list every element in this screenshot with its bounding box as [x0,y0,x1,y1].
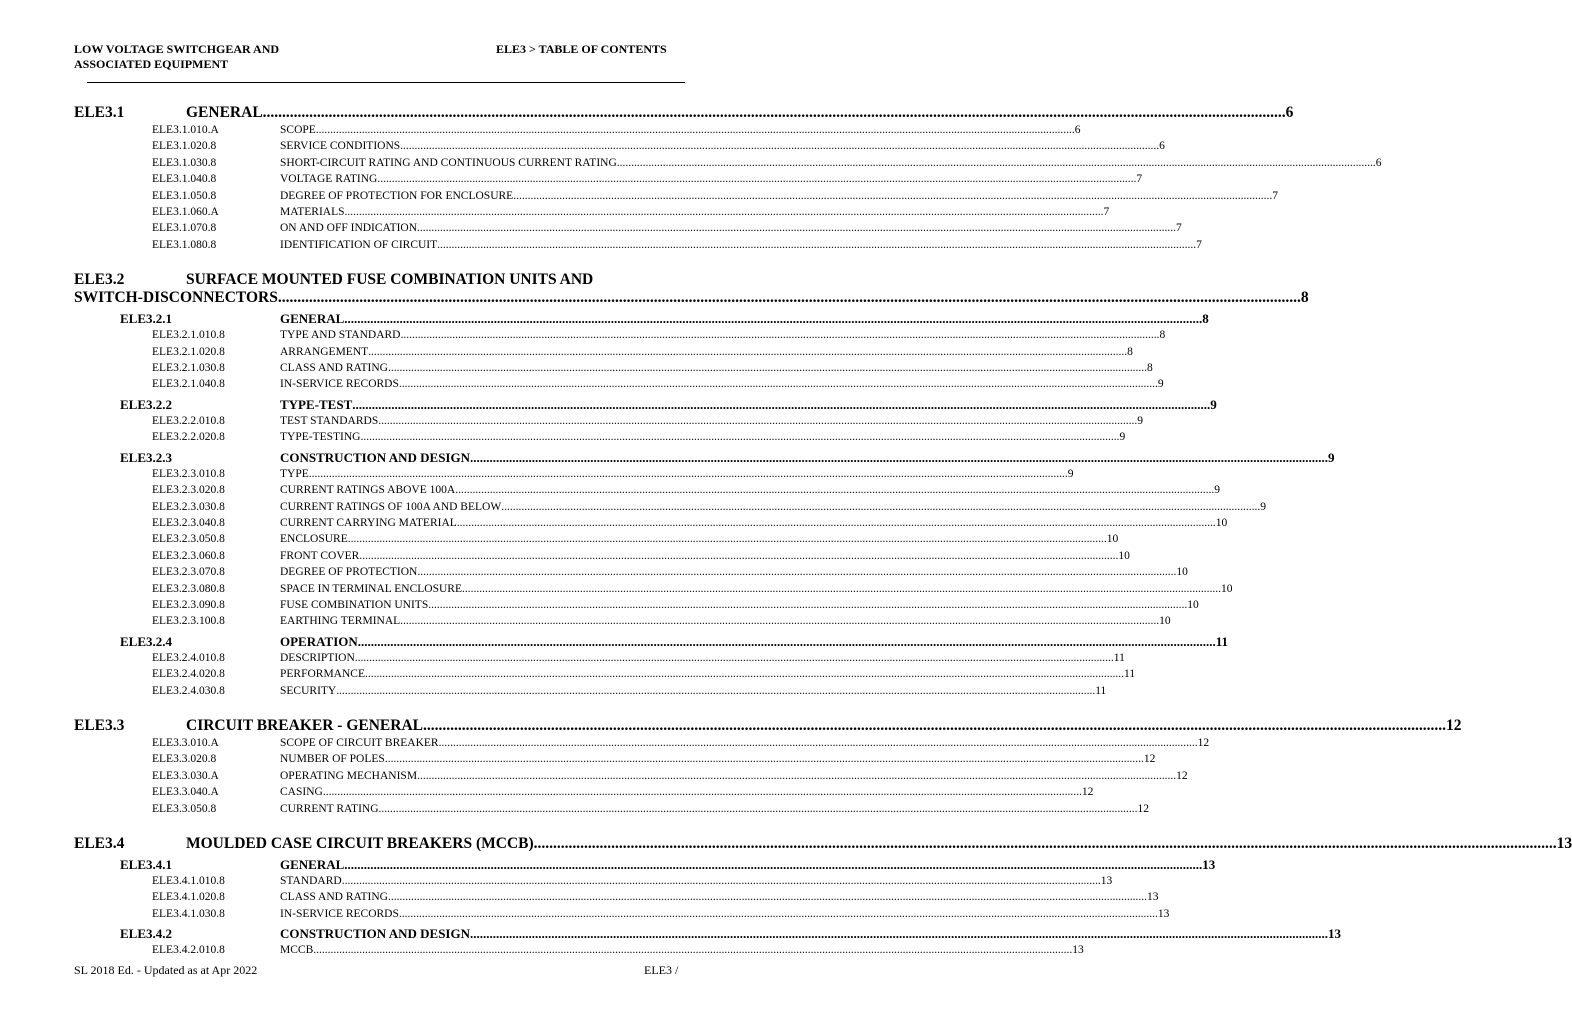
toc-entry[interactable] [74,942,1084,958]
toc-page: 10 [1106,533,1119,546]
toc-number: ELE3.2.1.010.8 [152,329,225,342]
toc-number: ELE3.3 [74,716,125,734]
header-rule [87,82,685,83]
table-of-contents [74,100,1572,959]
toc-title: CURRENT RATINGS OF 100A AND BELOW [280,500,502,513]
dot-leader [378,413,1137,429]
toc-title: GENERAL [280,311,345,327]
toc-section-ele3-3 [74,716,1462,817]
toc-page: 9 [1327,449,1335,465]
toc-title: SERVICE CONDITIONS [280,140,401,153]
running-header-left [74,42,279,72]
dot-leader [309,466,1068,482]
toc-entry[interactable] [74,515,1228,531]
toc-page: 9 [1210,396,1217,412]
toc-heading-level2[interactable] [74,926,1341,942]
toc-page: 13 [1147,891,1159,904]
toc-subsection-ele3-2-2 [74,396,1217,446]
toc-title: GENERAL [280,857,345,872]
toc-title: TEST STANDARDS [280,414,379,427]
toc-number: ELE3.2.3.060.8 [152,549,225,562]
toc-title: MCCB [280,944,314,957]
toc-title: DESCRIPTION [280,651,355,664]
toc-number: ELE3.2.3.080.8 [152,582,225,595]
toc-page: 10 [1215,516,1228,529]
toc-number: ELE3.1.010.A [152,124,219,136]
toc-number: ELE3.2.4.030.8 [152,684,225,697]
dot-leader [344,857,1202,873]
running-header-right: ELE3 > TABLE OF CONTENTS [496,42,667,56]
toc-page: 10 [1176,566,1188,579]
toc-page: 11 [1095,684,1107,697]
toc-number: ELE3.3.010.A [152,736,219,749]
dot-leader [388,360,1147,376]
toc-page: 13 [1100,875,1113,887]
toc-title: CASING [280,786,323,799]
toc-page: 8 [1202,311,1209,327]
toc-title: VOLTAGE RATING [280,173,378,186]
toc-entry[interactable] [74,204,1110,220]
dot-leader [439,735,1198,751]
toc-entry[interactable] [74,666,1136,682]
toc-entry[interactable] [74,413,1143,429]
toc-title: DEGREE OF PROTECTION FOR ENCLOSURE [280,189,514,202]
toc-title: STANDARD [280,875,342,887]
header-title-line1: LOW VOLTAGE SWITCHGEAR AND [74,42,280,56]
toc-title: CLASS AND RATING [280,362,388,375]
toc-number: ELE3.2.3.090.8 [152,598,225,611]
toc-number: ELE3.2.3.010.8 [152,467,225,480]
toc-entry[interactable] [74,429,1126,445]
toc-number: ELE3.2.3.030.8 [152,500,225,513]
toc-page: 13 [1202,857,1216,872]
toc-number: ELE3.2.1.040.8 [152,378,225,391]
dot-leader [355,650,1114,666]
toc-title: SPACE IN TERMINAL ENCLOSURE [280,582,462,595]
dot-leader [358,634,1216,650]
toc-title: SHORT-CIRCUIT RATING AND CONTINUOUS CURRENT RATING [280,156,617,169]
toc-page: 6 [1285,104,1294,121]
toc-page: 11 [1124,668,1136,681]
toc-entry[interactable] [74,220,1182,236]
dot-leader [400,613,1159,629]
toc-number: ELE3.3.020.8 [152,753,217,766]
toc-heading-level2[interactable] [74,857,1216,873]
toc-entry[interactable] [74,801,1150,817]
toc-number: ELE3.1.030.8 [152,156,217,169]
toc-number: ELE3.2.2.020.8 [152,431,225,444]
toc-number: ELE3.2.1.030.8 [152,362,225,375]
toc-title: PERFORMANCE [280,668,365,681]
toc-number: ELE3.2.3.070.8 [152,566,225,579]
toc-title: ARRANGEMENT [280,345,369,358]
toc-number: ELE3.2 [74,271,125,289]
toc-page: 11 [1215,633,1229,649]
toc-number: ELE3.1.080.8 [152,238,217,251]
dot-leader [352,397,1210,413]
toc-page: 10 [1187,598,1199,611]
toc-section-ele3-4 [74,835,1572,959]
toc-title: IN-SERVICE RECORDS [280,907,399,920]
dot-leader [359,548,1118,564]
toc-title-line2: SWITCH-DISCONNECTORS [74,289,278,307]
dot-leader [428,597,1187,613]
toc-entry[interactable] [74,237,1202,253]
toc-title: SCOPE [280,124,316,136]
toc-title: ENCLOSURE [280,533,348,546]
toc-entry[interactable] [74,613,1171,629]
toc-page: 6 [1375,156,1382,169]
toc-title: MATERIALS [280,206,345,219]
toc-entry[interactable] [74,751,1156,767]
toc-title: TYPE AND STANDARD [280,329,401,342]
toc-entry[interactable] [74,499,1266,515]
toc-page: 9 [1067,467,1074,480]
dot-leader [534,835,1557,853]
dot-leader [361,429,1120,445]
toc-entry[interactable] [74,531,1119,547]
toc-subsection-ele3-2-4 [74,633,1229,699]
toc-subsection-ele3-2-1 [74,311,1209,393]
toc-heading-level1[interactable] [74,835,1572,853]
toc-title: CONSTRUCTION AND DESIGN [280,926,470,942]
toc-page: 8 [1147,362,1153,375]
toc-page: 9 [1137,414,1143,427]
footer-page-ref: ELE3 / [644,963,679,977]
toc-entry[interactable] [74,581,1233,597]
toc-page: 9 [1260,500,1266,513]
dot-leader [462,581,1221,597]
toc-page: 10 [1159,615,1171,628]
toc-subsection-ele3-2-3 [74,449,1335,630]
toc-number: ELE3.2.2 [120,396,173,412]
dot-leader [470,926,1328,942]
toc-page: 13 [1157,907,1170,920]
dot-leader [417,564,1176,580]
toc-page: 8 [1300,289,1309,307]
dot-leader [348,531,1107,547]
toc-number: ELE3.2.3.050.8 [152,533,225,546]
dot-leader [344,311,1202,327]
toc-title: SCOPE OF CIRCUIT BREAKER [280,736,439,749]
dot-leader [323,784,1082,800]
toc-page: 12 [1176,769,1188,782]
toc-number: ELE3.4.1 [120,857,173,872]
toc-page: 7 [1176,222,1182,235]
toc-heading-level2[interactable] [74,396,1217,413]
toc-number: ELE3.1.020.8 [152,140,217,153]
toc-title: IN-SERVICE RECORDS [280,378,399,391]
toc-entry[interactable] [74,344,1133,360]
dot-leader [278,289,1301,307]
dot-leader [501,499,1260,515]
dot-leader [470,450,1328,466]
toc-heading-level2[interactable] [74,311,1209,327]
toc-page: 12 [1197,736,1210,749]
toc-section-ele3-2 [74,271,1335,699]
toc-page: 8 [1159,329,1166,342]
toc-number: ELE3.4.1.030.8 [152,907,225,920]
dot-leader [263,104,1286,122]
dot-leader [368,344,1127,360]
toc-title: TYPE [280,467,309,480]
toc-title: CIRCUIT BREAKER - GENERAL [186,716,423,734]
dot-leader [388,889,1147,905]
toc-entry[interactable] [74,171,1143,187]
toc-title: CONSTRUCTION AND DESIGN [280,449,470,465]
toc-number: ELE3.4.1.020.8 [152,891,225,904]
toc-page: 12 [1137,802,1150,815]
toc-title: CURRENT CARRYING MATERIAL [280,516,457,529]
toc-entry[interactable] [74,466,1074,482]
toc-number: ELE3.1.060.A [152,206,219,219]
toc-number: ELE3.1.050.8 [152,189,217,202]
toc-title: NUMBER OF POLES [280,753,385,766]
toc-number: ELE3.1.070.8 [152,222,217,235]
toc-title: OPERATION [280,633,358,649]
toc-page: 6 [1074,124,1081,136]
dot-leader [437,237,1196,253]
toc-page: 7 [1196,238,1202,251]
toc-number: ELE3.4.2.010.8 [152,944,225,957]
toc-heading-level1[interactable] [74,716,1462,735]
toc-entry[interactable] [74,482,1220,498]
toc-title-line1: SURFACE MOUNTED FUSE COMBINATION UNITS AND [186,271,594,289]
toc-page: 7 [1136,173,1143,186]
dot-leader [313,942,1072,958]
dot-leader [617,155,1376,171]
toc-title: IDENTIFICATION OF CIRCUIT [280,238,438,251]
dot-leader [417,768,1176,784]
dot-leader [365,666,1124,682]
toc-title: GENERAL [186,104,263,121]
dot-leader [385,751,1144,767]
footer-edition: SL 2018 Ed. - Updated as at Apr 2022 [74,963,258,977]
toc-number: ELE3.2.3.020.8 [152,484,225,497]
toc-number: ELE3.1 [74,104,125,121]
toc-entry[interactable] [74,735,1210,751]
toc-number: ELE3.2.4 [120,633,173,649]
toc-number: ELE3.2.3.040.8 [152,516,225,529]
toc-title: CLASS AND RATING [280,891,388,904]
toc-title: SECURITY [280,684,337,697]
toc-entry[interactable] [74,122,1081,138]
toc-entry[interactable] [74,188,1278,204]
toc-title: CURRENT RATINGS ABOVE 100A [280,484,456,497]
dot-leader [457,515,1216,531]
toc-title: CURRENT RATING [280,802,379,815]
toc-number: ELE3.2.2.010.8 [152,414,225,427]
dot-leader [423,717,1446,735]
dot-leader [400,138,1159,154]
toc-number: ELE3.2.1 [120,311,173,327]
toc-page: 12 [1143,753,1156,766]
toc-entry[interactable] [74,683,1107,699]
toc-title: DEGREE OF PROTECTION [280,566,418,579]
toc-heading-level2[interactable] [74,633,1229,650]
toc-entry[interactable] [74,784,1094,800]
dot-leader [455,482,1214,498]
toc-title: FUSE COMBINATION UNITS [280,598,429,611]
toc-page: 12 [1446,716,1462,734]
toc-title: TYPE-TESTING [280,431,361,444]
toc-title: TYPE-TEST [280,396,353,412]
toc-number: ELE3.4.1.010.8 [152,875,225,887]
toc-page: 13 [1327,926,1341,942]
toc-entry[interactable] [74,548,1130,564]
toc-entry[interactable] [74,327,1166,343]
toc-entry[interactable] [74,360,1153,376]
toc-number: ELE3.3.050.8 [152,802,217,815]
toc-page: 7 [1103,206,1110,219]
toc-number: ELE3.2.1.020.8 [152,345,225,358]
toc-number: ELE3.2.4.020.8 [152,668,225,681]
toc-entry[interactable] [74,138,1165,154]
dot-leader [417,220,1176,236]
toc-number: ELE3.2.4.010.8 [152,651,225,664]
toc-section-ele3-1 [74,104,1382,253]
toc-heading-level2[interactable] [74,449,1335,466]
dot-leader [399,906,1158,922]
toc-page: 10 [1221,582,1233,595]
toc-page: 9 [1119,431,1126,444]
toc-entry[interactable] [74,768,1188,784]
dot-leader [399,376,1158,392]
toc-title: OPERATING MECHANISM [280,769,418,782]
dot-leader [345,204,1104,220]
dot-leader [377,171,1136,187]
toc-entry[interactable] [74,155,1382,171]
toc-number: ELE3.3.030.A [152,769,219,782]
toc-number: ELE3.1.040.8 [152,173,217,186]
toc-title: EARTHING TERMINAL [280,615,401,628]
toc-entry[interactable] [74,650,1125,666]
toc-subsection-ele3-4-2 [74,926,1341,958]
toc-page: 13 [1556,835,1572,852]
toc-page: 11 [1113,651,1125,664]
dot-leader [336,683,1095,699]
toc-number: ELE3.4 [74,835,125,852]
header-title-line2: ASSOCIATED EQUIPMENT [74,57,229,71]
toc-page: 6 [1159,140,1165,153]
toc-number: ELE3.2.3.100.8 [152,615,225,628]
toc-number: ELE3.3.040.A [152,786,219,799]
dot-leader [400,327,1159,343]
toc-entry[interactable] [74,873,1113,889]
toc-page: 10 [1118,549,1130,562]
dot-leader [379,801,1138,817]
toc-heading-level1[interactable] [74,104,1294,122]
toc-page: 8 [1127,345,1133,358]
toc-entry[interactable] [74,597,1199,613]
dot-leader [316,122,1075,138]
toc-number: ELE3.4.2 [120,926,173,942]
toc-entry[interactable] [74,906,1170,922]
toc-title: MOULDED CASE CIRCUIT BREAKERS (MCCB) [186,835,534,852]
toc-page: 7 [1272,189,1278,202]
toc-title: ON AND OFF INDICATION [280,222,418,235]
toc-entry[interactable] [74,889,1159,905]
toc-entry[interactable] [74,376,1164,392]
toc-entry[interactable] [74,564,1188,580]
toc-number: ELE3.2.3 [120,449,173,465]
toc-page: 9 [1157,378,1164,391]
toc-subsection-ele3-4-1 [74,857,1216,922]
toc-page: 9 [1214,484,1220,497]
toc-page: 12 [1081,786,1094,799]
toc-heading-level1[interactable] [74,271,1309,307]
toc-page: 13 [1072,944,1084,957]
dot-leader [513,188,1272,204]
dot-leader [342,873,1101,889]
toc-title: FRONT COVER [280,549,360,562]
